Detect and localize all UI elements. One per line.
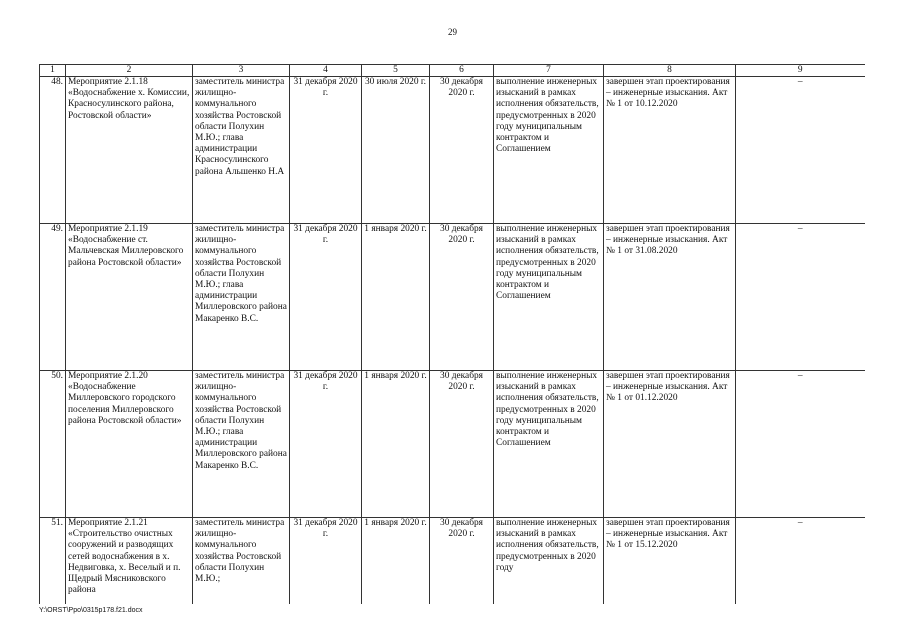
actual-result: завершен этап проектирования – инженерные изыскания. Акт № 1 от 31.08.2020 [604, 224, 736, 371]
col-header-6: 6 [430, 65, 494, 77]
col-header-7: 7 [494, 65, 604, 77]
row-number: 51. [40, 518, 66, 604]
planned-end-date: 31 декабря 2020 г. [290, 371, 362, 518]
actual-start-date: 1 января 2020 г. [362, 224, 430, 371]
event-name: Мероприятие 2.1.19 «Водоснабжение ст. Мальчевская Миллеровского района Ростовской области» [66, 224, 193, 371]
col-header-2: 2 [66, 65, 193, 77]
planned-end-date: 31 декабря 2020 г. [290, 224, 362, 371]
table-row [40, 371, 865, 518]
planned-result: выполнение инженерных изысканий в рамках исполнения обязательств, предусмотренных в 2020 году муниципальным контрактом и Соглашением [494, 77, 604, 224]
table-row [40, 77, 865, 224]
table-row [40, 224, 865, 371]
col-header-1: 1 [40, 65, 66, 77]
col-header-3: 3 [193, 65, 290, 77]
actual-start-date: 1 января 2020 г. [362, 518, 430, 604]
actual-end-date: 30 декабря 2020 г. [430, 371, 494, 518]
row-number: 49. [40, 224, 66, 371]
responsible-person: заместитель министра жилищно-коммунального хозяйства Ростовской области Полухин М.Ю.; глава администрации Красносулинского района Альшенко Н.А [193, 77, 290, 224]
col-header-9: 9 [736, 65, 865, 77]
event-name: Мероприятие 2.1.21 «Строительство очистных сооружений и разводящих сетей водоснабжения в х. Недвиговка, х. Веселый и п. Щедрый Мясниковского района [66, 518, 193, 604]
event-name: Мероприятие 2.1.20 «Водоснабжение Миллеровского городского поселения Миллеровского района Ростовской области» [66, 371, 193, 518]
col-header-4: 4 [290, 65, 362, 77]
report-table [39, 64, 865, 604]
actual-end-date: 30 декабря 2020 г. [430, 77, 494, 224]
table-row [40, 518, 865, 604]
planned-result: выполнение инженерных изысканий в рамках исполнения обязательств, предусмотренных в 2020 году муниципальным контрактом и Соглашением [494, 224, 604, 371]
problems-cell: – [736, 224, 865, 371]
planned-result: выполнение инженерных изысканий в рамках исполнения обязательств, предусмотренных в 2020 году [494, 518, 604, 604]
problems-cell: – [736, 371, 865, 518]
actual-end-date: 30 декабря 2020 г. [430, 518, 494, 604]
problems-cell: – [736, 518, 865, 604]
col-header-8: 8 [604, 65, 736, 77]
column-number-row [40, 65, 865, 77]
row-number: 48. [40, 77, 66, 224]
planned-end-date: 31 декабря 2020 г. [290, 77, 362, 224]
actual-start-date: 1 января 2020 г. [362, 371, 430, 518]
responsible-person: заместитель министра жилищно-коммунального хозяйства Ростовской области Полухин М.Ю.; глава администрации Миллеровского района Макаренко В.С. [193, 224, 290, 371]
planned-end-date: 31 декабря 2020 г. [290, 518, 362, 604]
planned-result: выполнение инженерных изысканий в рамках исполнения обязательств, предусмотренных в 2020 году муниципальным контрактом и Соглашением [494, 371, 604, 518]
actual-result: завершен этап проектирования – инженерные изыскания. Акт № 1 от 01.12.2020 [604, 371, 736, 518]
page-number: 29 [448, 27, 457, 37]
responsible-person: заместитель министра жилищно-коммунального хозяйства Ростовской области Полухин М.Ю.; глава администрации Миллеровского района Макаренко В.С. [193, 371, 290, 518]
actual-end-date: 30 декабря 2020 г. [430, 224, 494, 371]
row-number: 50. [40, 371, 66, 518]
problems-cell: – [736, 77, 865, 224]
responsible-person: заместитель министра жилищно-коммунального хозяйства Ростовской области Полухин М.Ю.; [193, 518, 290, 604]
actual-result: завершен этап проектирования – инженерные изыскания. Акт № 1 от 10.12.2020 [604, 77, 736, 224]
file-path-footer: Y:\ORST\Ppo\0315p178.f21.docx [39, 607, 143, 614]
event-name: Мероприятие 2.1.18 «Водоснабжение х. Комиссии, Красносулинского района, Ростовской области» [66, 77, 193, 224]
actual-result: завершен этап проектирования – инженерные изыскания. Акт № 1 от 15.12.2020 [604, 518, 736, 604]
col-header-5: 5 [362, 65, 430, 77]
actual-start-date: 30 июля 2020 г. [362, 77, 430, 224]
